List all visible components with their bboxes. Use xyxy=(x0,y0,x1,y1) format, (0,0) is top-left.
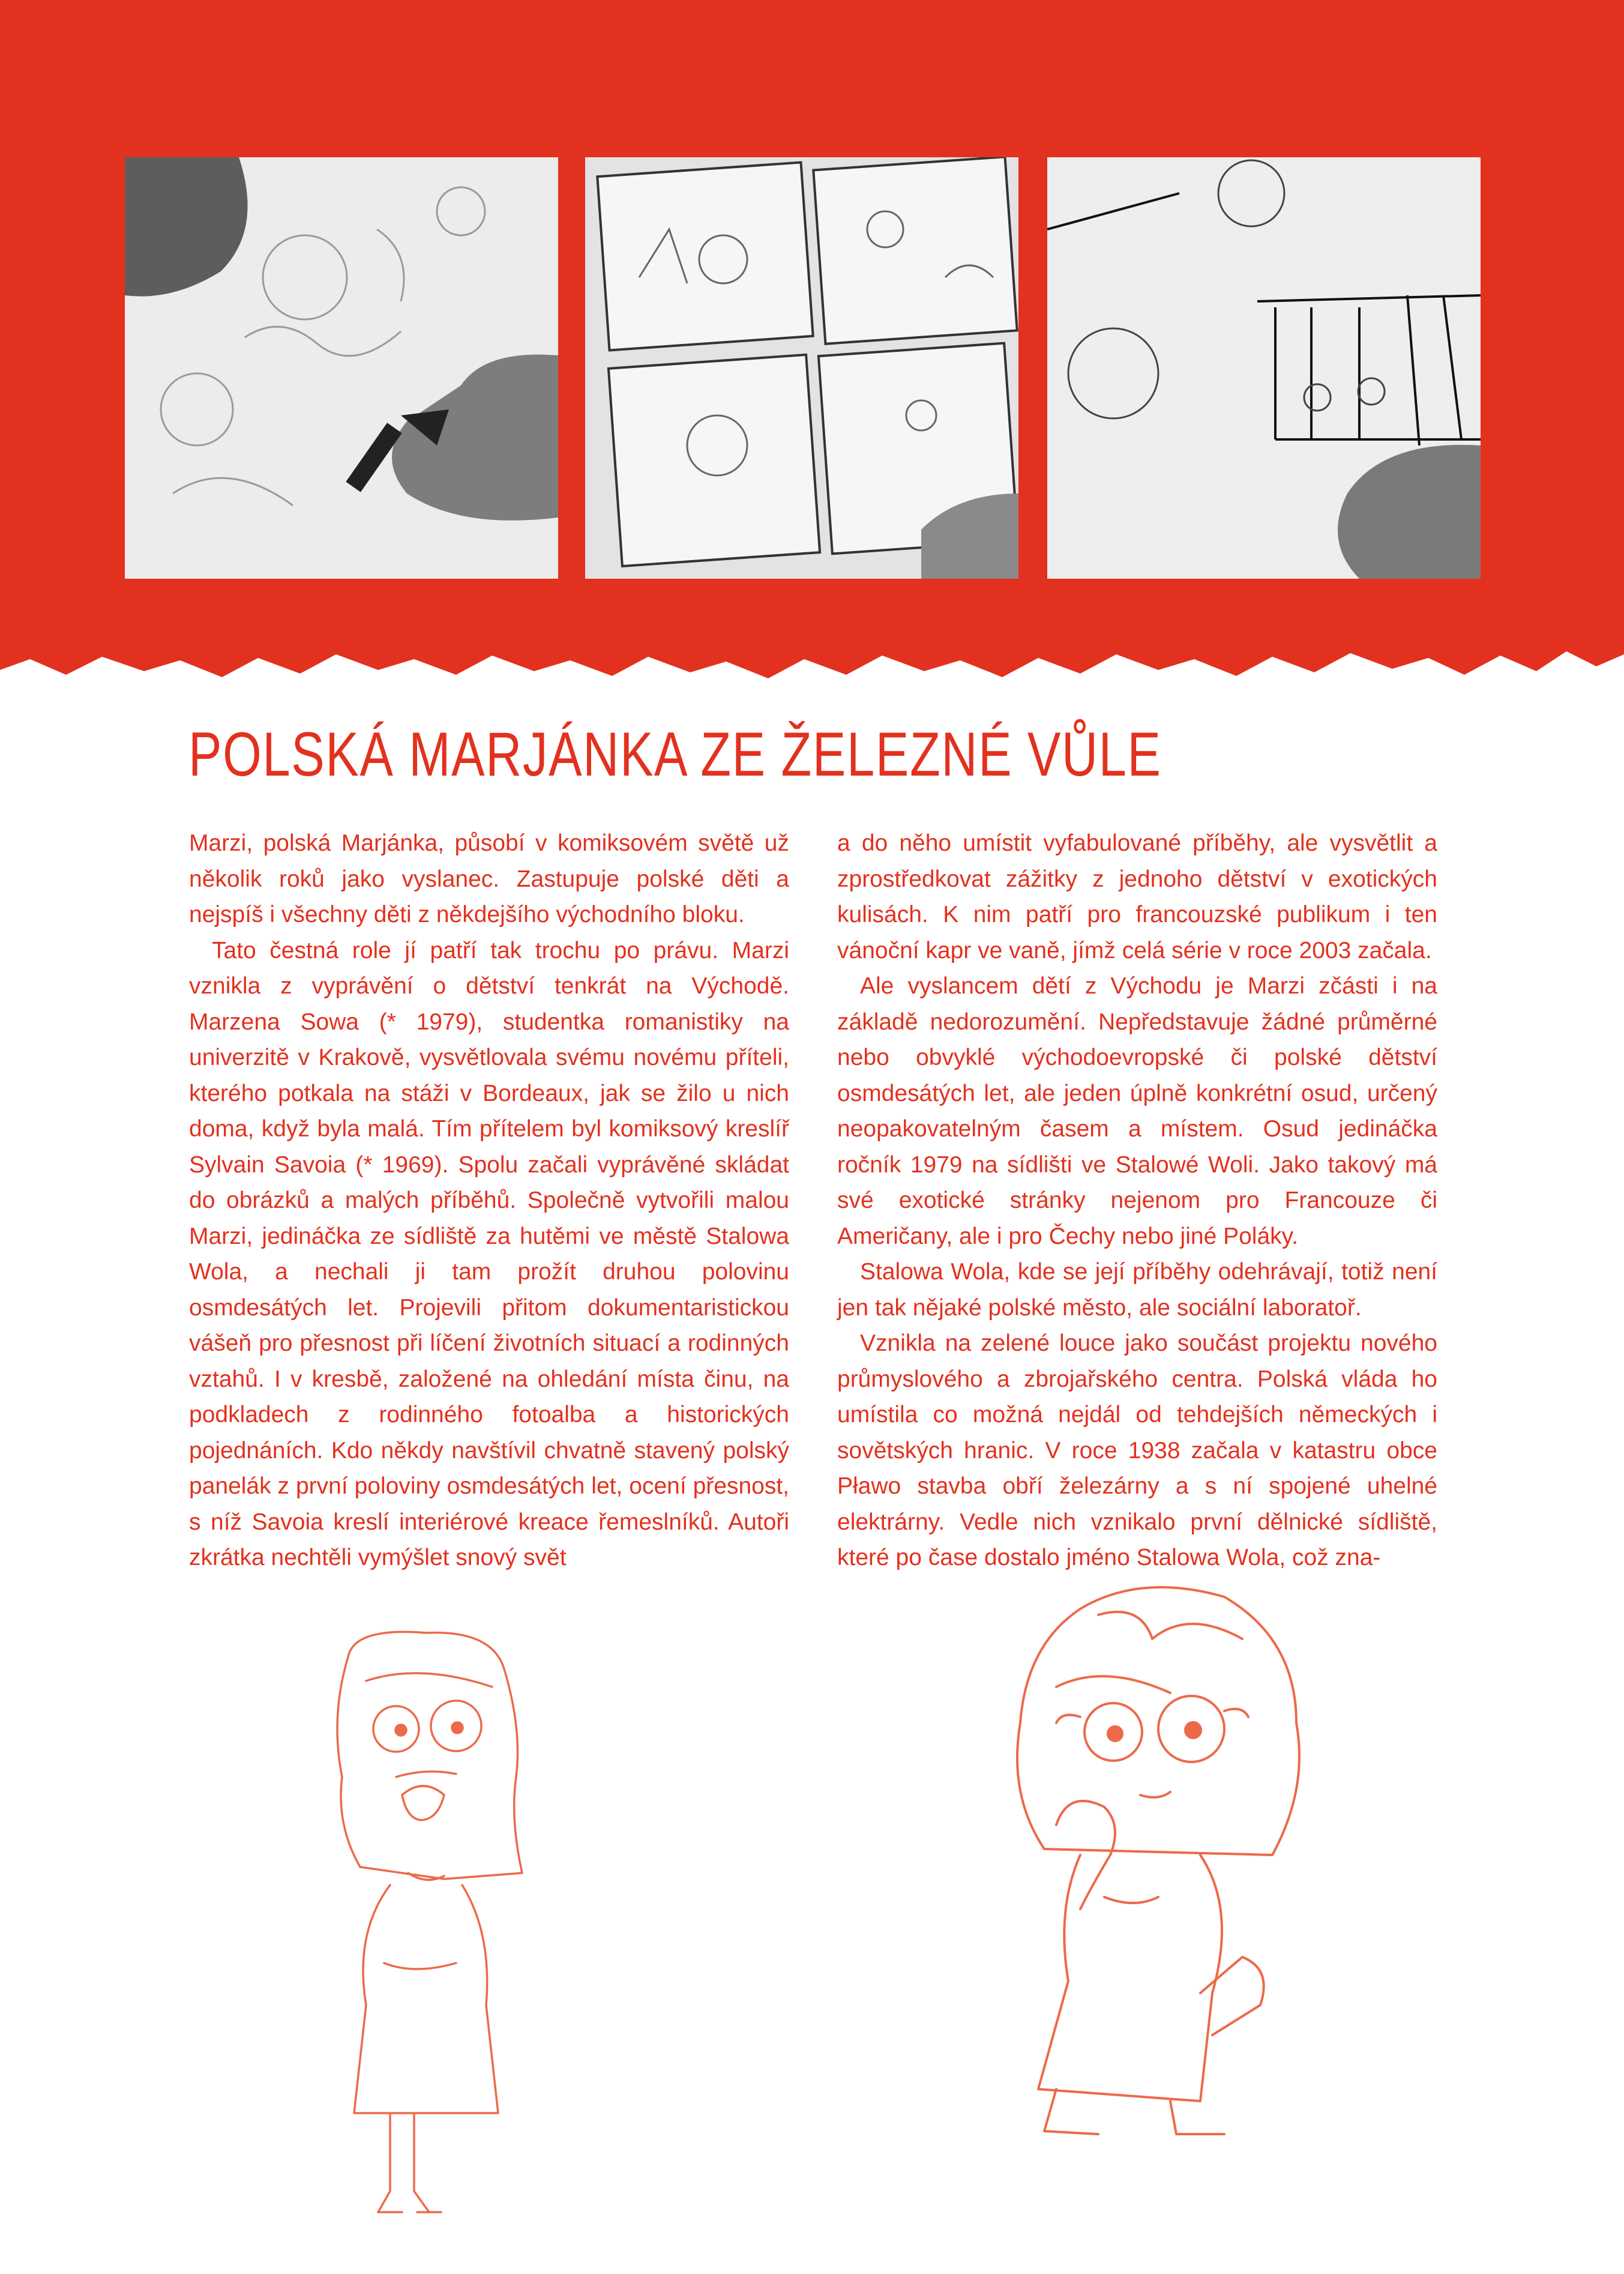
photo-hand-drawing xyxy=(125,157,558,579)
photo-inking xyxy=(1047,157,1481,579)
paragraph: Marzi, polská Marjánka, působí v komiksovém světě už několik roků jako vyslanec. Zastupuje polské děti a nejspíš i všechny děti z někdejšího východního bloku. xyxy=(189,830,789,927)
paragraph: a do něho umístit vyfabulované příběhy, ale vysvětlit a zprostředkovat zážitky z jednoho dětství v exotických kulisách. K nim patří pro francouzské publikum i ten vánoční kapr ve vaně, jímž celá série v roce 2003 začala. xyxy=(837,830,1437,964)
paragraph: Tato čestná role jí patří tak trochu po právu. Marzi vznikla z vyprávění o dětství tenkrát na Východě. Marzena Sowa (* 1979), studentka romanistiky na univerzitě v Krakově, vysvětlovala svému novému příteli, kterého potkala na stáži v Bordeaux, jak se žilo u nich doma, když byla malá. Tím přítelem byl komiksový kreslíř Sylvain Savoia (* 1969). Spolu začali vyprávěné skládat do obrázků a malých příběhů. Společně vytvořili malou Marzi, jedináčka ze sídliště za hutěmi ve městě Stalowa Wola, a nechali ji tam prožít druhou polovinu osmdesátých let. Projevili přitom dokumentaristickou vášeň pro přesnost při líčení životních situací a rodinných vztahů. I v kresbě, založené na ohledání místa činu, na podkladech z rodinného fotoalba a historických pojednáních. Kdo někdy navštívil chvatně stavený polský panelák z první poloviny osmdesátých let, ocení přesnost, s níž Savoia kreslí interiérové kreace řemeslníků. Autoři zkrátka nechtěli vymýšlet snový svět xyxy=(189,937,789,1570)
paragraph: Vznikla na zelené louce jako součást projektu nového průmyslového a zbrojařského centra. Polská vláda ho umístila co možná nejdál od tehdejších německých i sovětských hranic. V roce 1938 začala v katastru obce Pławo stavba obří železárny a s ní spojené uhelné elektrárny. Vedle nich vznikalo první dělnické sídliště, které po čase dostalo jméno Stalowa Wola, což zna- xyxy=(837,1330,1437,1570)
paragraph: Ale vyslancem dětí z Východu je Marzi zčásti i na základě nedorozumění. Nepředstavuje žádné průměrné nebo obvyklé východoevropské či polské dětství osmdesátých let, ale jeden úplně konkrétní osud, určený neopakovatelným časem a místem. Osud jedináčka ročník 1979 na sídlišti ve Stalowé Woli. Jako takový má své exotické stránky nejenom pro Francouze či Američany, ale i pro Čechy nebo jiné Poláky. xyxy=(837,973,1437,1249)
photo-storyboard xyxy=(585,157,1018,579)
text-column-left xyxy=(189,825,789,1576)
text-column-right xyxy=(837,825,1437,1576)
article-title: POLSKÁ MARJÁNKA ZE ŽELEZNÉ VŮLE xyxy=(188,720,1162,789)
paragraph: Stalowa Wola, kde se její příběhy odehrávají, totiž není jen tak nějaké polské město, ale sociální laboratoř. xyxy=(837,1259,1437,1321)
girl-standing-sketch xyxy=(264,1621,600,2221)
girl-thinking-sketch xyxy=(960,1573,1344,2143)
